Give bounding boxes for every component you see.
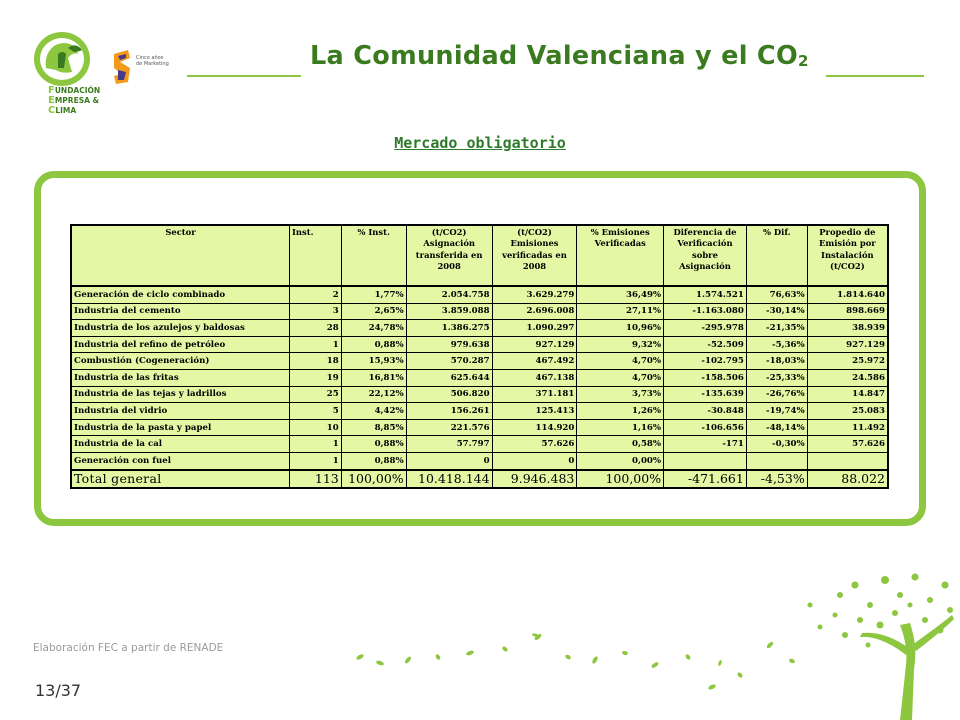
section-subtitle: Mercado obligatorio (394, 134, 566, 152)
cell-pct-emisiones: 0,58% (577, 436, 664, 453)
cell-pct-dif: -25,33% (746, 369, 807, 386)
cell-inst: 28 (290, 320, 342, 337)
cell-emisiones: 114.920 (492, 419, 577, 436)
cell-pct-inst: 0,88% (341, 452, 406, 469)
cell-pct-inst: 0,88% (341, 336, 406, 353)
header-rule-left (187, 75, 301, 77)
cell-pct-inst: 22,12% (341, 386, 406, 403)
cell-pct-dif: -0,30% (746, 436, 807, 453)
col-header-pct-inst: % Inst. (341, 225, 406, 286)
cell-diferencia: -52.509 (664, 336, 747, 353)
cell-pct-emisiones: 1,26% (577, 403, 664, 420)
cell-pct-emisiones: 0,00% (577, 452, 664, 469)
cell-pct-emisiones: 4,70% (577, 369, 664, 386)
cell-sector: Combustión (Cogeneración) (71, 353, 290, 370)
col-header-pct-emisiones: % Emisiones Verificadas (577, 225, 664, 286)
col-header-promedio: Propedio de Emisión por Instalación (t/CO2) (807, 225, 888, 286)
cell-asignacion: 156.261 (406, 403, 492, 420)
table-row (71, 336, 888, 353)
source-note: Elaboración FEC a partir de RENADE (33, 642, 224, 654)
cell-sector: Generación con fuel (71, 452, 290, 469)
cell-promedio: 11.492 (807, 419, 888, 436)
table-row (71, 286, 888, 303)
cell-pct-inst: 15,93% (341, 353, 406, 370)
cell-pct-emisiones: 3,73% (577, 386, 664, 403)
total-cell-sector: Total general (71, 470, 290, 488)
cell-pct-dif: -18,03% (746, 353, 807, 370)
cell-inst: 3 (290, 303, 342, 320)
cell-diferencia: -106.656 (664, 419, 747, 436)
cell-asignacion: 2.054.758 (406, 286, 492, 303)
col-header-asignacion: (t/CO2) Asignación transferida en 2008 (406, 225, 492, 286)
total-cell-pct-emisiones: 100,00% (577, 470, 664, 488)
cell-pct-inst: 2,65% (341, 303, 406, 320)
cell-pct-inst: 16,81% (341, 369, 406, 386)
cell-pct-emisiones: 36,49% (577, 286, 664, 303)
col-header-diferencia: Diferencia de Verificación sobre Asignación (664, 225, 747, 286)
cell-promedio (807, 452, 888, 469)
cell-promedio: 927.129 (807, 336, 888, 353)
cell-emisiones: 57.626 (492, 436, 577, 453)
cell-pct-dif: 76,63% (746, 286, 807, 303)
cell-sector: Industria de los azulejos y baldosas (71, 320, 290, 337)
cell-promedio: 14.847 (807, 386, 888, 403)
cell-inst: 25 (290, 386, 342, 403)
cinco-anos-marketing-logo (110, 48, 174, 86)
cell-asignacion: 0 (406, 452, 492, 469)
table-row (71, 320, 888, 337)
cell-diferencia: -171 (664, 436, 747, 453)
cell-diferencia: 1.574.521 (664, 286, 747, 303)
cell-pct-inst: 0,88% (341, 436, 406, 453)
cell-pct-dif: -30,14% (746, 303, 807, 320)
cell-pct-dif: -19,74% (746, 403, 807, 420)
cell-sector: Industria del cemento (71, 303, 290, 320)
cell-pct-dif (746, 452, 807, 469)
cell-pct-dif: -5,36% (746, 336, 807, 353)
cell-pct-inst: 24,78% (341, 320, 406, 337)
total-cell-pct-inst: 100,00% (341, 470, 406, 488)
cell-asignacion: 625.644 (406, 369, 492, 386)
cell-diferencia: -295.978 (664, 320, 747, 337)
col-header-pct-dif: % Dif. (746, 225, 807, 286)
col-header-inst: Inst. (290, 225, 342, 286)
cell-emisiones: 0 (492, 452, 577, 469)
cell-promedio: 24.586 (807, 369, 888, 386)
cell-asignacion: 221.576 (406, 419, 492, 436)
cell-pct-emisiones: 1,16% (577, 419, 664, 436)
title-subscript: 2 (797, 52, 809, 70)
cell-pct-emisiones: 10,96% (577, 320, 664, 337)
cell-asignacion: 979.638 (406, 336, 492, 353)
cell-diferencia: -102.795 (664, 353, 747, 370)
cell-emisiones: 1.090.297 (492, 320, 577, 337)
table-row (71, 419, 888, 436)
cell-pct-emisiones: 27,11% (577, 303, 664, 320)
cell-sector: Industria de las fritas (71, 369, 290, 386)
table-row (71, 436, 888, 453)
cell-asignacion: 570.287 (406, 353, 492, 370)
cell-emisiones: 2.696.008 (492, 303, 577, 320)
cell-promedio: 25.083 (807, 403, 888, 420)
total-cell-diferencia: -471.661 (664, 470, 747, 488)
col-header-sector: Sector (71, 225, 290, 286)
cell-pct-emisiones: 9,32% (577, 336, 664, 353)
fec-logo-text: FUNDACIÓN EMPRESA & CLIMA (48, 85, 101, 116)
cell-diferencia: -30.848 (664, 403, 747, 420)
cell-pct-dif: -26,76% (746, 386, 807, 403)
cell-promedio: 57.626 (807, 436, 888, 453)
header-rule-right (826, 75, 924, 77)
cell-pct-emisiones: 4,70% (577, 353, 664, 370)
cell-asignacion: 3.859.088 (406, 303, 492, 320)
cell-promedio: 1.814.640 (807, 286, 888, 303)
cell-diferencia (664, 452, 747, 469)
cell-sector: Industria de las tejas y ladrillos (71, 386, 290, 403)
decorative-tree-graphic (340, 565, 960, 720)
total-cell-asignacion: 10.418.144 (406, 470, 492, 488)
cell-promedio: 898.669 (807, 303, 888, 320)
cell-sector: Industria de la pasta y papel (71, 419, 290, 436)
cell-inst: 18 (290, 353, 342, 370)
cell-pct-inst: 4,42% (341, 403, 406, 420)
cell-inst: 10 (290, 419, 342, 436)
cell-sector: Industria de la cal (71, 436, 290, 453)
cell-emisiones: 467.138 (492, 369, 577, 386)
total-cell-pct-dif: -4,53% (746, 470, 807, 488)
cell-diferencia: -1.163.080 (664, 303, 747, 320)
cell-emisiones: 371.181 (492, 386, 577, 403)
cell-promedio: 25.972 (807, 353, 888, 370)
total-cell-promedio: 88.022 (807, 470, 888, 488)
col-header-emisiones: (t/CO2) Emisiones verificadas en 2008 (492, 225, 577, 286)
cell-inst: 2 (290, 286, 342, 303)
table-row (71, 452, 888, 469)
cell-asignacion: 1.386.275 (406, 320, 492, 337)
table-row (71, 353, 888, 370)
table-header-row (71, 225, 888, 286)
cell-promedio: 38.939 (807, 320, 888, 337)
cell-asignacion: 506.820 (406, 386, 492, 403)
cell-inst: 1 (290, 452, 342, 469)
cell-inst: 1 (290, 336, 342, 353)
cell-sector: Industria del vidrio (71, 403, 290, 420)
cell-pct-inst: 1,77% (341, 286, 406, 303)
cell-inst: 5 (290, 403, 342, 420)
cell-diferencia: -135.639 (664, 386, 747, 403)
page-number: 13/37 (35, 681, 82, 700)
cell-emisiones: 3.629.279 (492, 286, 577, 303)
cell-emisiones: 467.492 (492, 353, 577, 370)
cell-inst: 1 (290, 436, 342, 453)
table-row (71, 403, 888, 420)
total-cell-emisiones: 9.946.483 (492, 470, 577, 488)
emissions-table (70, 224, 889, 489)
cinco-anos-logo-text: Cinco años de Marketing (136, 55, 169, 67)
cell-asignacion: 57.797 (406, 436, 492, 453)
table-row (71, 386, 888, 403)
cell-pct-dif: -48,14% (746, 419, 807, 436)
fundacion-empresa-clima-logo (28, 28, 100, 88)
cell-diferencia: -158.506 (664, 369, 747, 386)
cell-emisiones: 927.129 (492, 336, 577, 353)
page-title: La Comunidad Valenciana y el CO2 (310, 41, 809, 71)
total-cell-inst: 113 (290, 470, 342, 488)
cell-pct-inst: 8,85% (341, 419, 406, 436)
table-row (71, 369, 888, 386)
cell-inst: 19 (290, 369, 342, 386)
table-row (71, 303, 888, 320)
cell-emisiones: 125.413 (492, 403, 577, 420)
table-total-row (71, 470, 888, 488)
cell-pct-dif: -21,35% (746, 320, 807, 337)
cell-sector: Generación de ciclo combinado (71, 286, 290, 303)
cell-sector: Industria del refino de petróleo (71, 336, 290, 353)
